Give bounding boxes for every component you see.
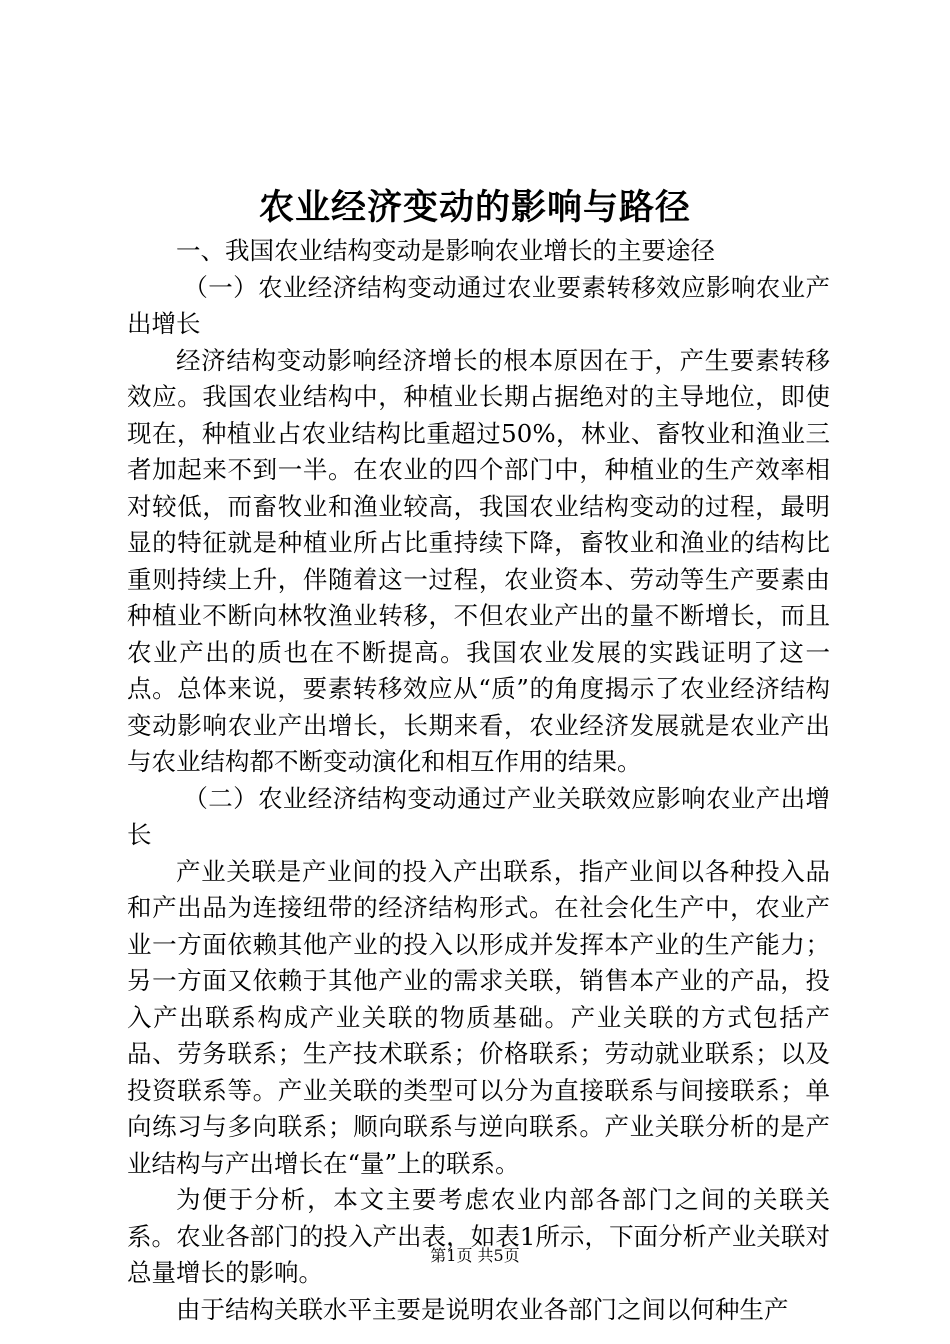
page-footer: 第1页 共5页 — [430, 1246, 520, 1265]
section-heading-1: 一、我国农业结构变动是影响农业增长的主要途径 — [176, 236, 715, 265]
subsection-heading-1: （一）农业经济结构变动通过农业要素转移效应影响农业产出增长 — [127, 272, 830, 338]
subsection-heading-2: （二）农业经济结构变动通过产业关联效应影响农业产出增长 — [127, 783, 830, 849]
document-title: 农业经济变动的影响与路径 — [258, 187, 691, 228]
document-body — [127, 233, 830, 1328]
body-paragraph: 产业关联是产业间的投入产出联系，指产业间以各种投入品和产出品为连接纽带的经济结构形式。在社会化生产中，农业产业一方面依赖其他产业的投入以形成并发挥本产业的生产能力；另一方面又依赖于其他产业的需求关联，销售本产业的产品，投入产出联系构成产业关联的物质基础。产业关联的方式包括产品、劳务联系；生产技术联系；价格联系；劳动就业联系；以及投资联系等。产业关联的类型可以分为直接联系与间接联系；单向练习与多向联系；顺向联系与逆向联系。产业关联分析的是产业结构与产出增长在“量”上的联系。 — [127, 856, 830, 1178]
body-paragraph: 为便于分析，本文主要考虑农业内部各部门之间的关联关系。农业各部门的投入产出表，如表1所示，下面分析产业关联对总量增长的影响。 — [127, 1185, 830, 1287]
body-paragraph: 经济结构变动影响经济增长的根本原因在于，产生要素转移效应。我国农业结构中，种植业长期占据绝对的主导地位，即使现在，种植业占农业结构比重超过50%，林业、畜牧业和渔业三者加起来不到一半。在农业的四个部门中，种植业的生产效率相对较低，而畜牧业和渔业较高，我国农业结构变动的过程，最明显的特征就是种植业所占比重持续下降，畜牧业和渔业的结构比重则持续上升，伴随着这一过程，农业资本、劳动等生产要素由种植业不断向林牧渔业转移，不但农业产出的量不断增长，而且农业产出的质也在不断提高。我国农业发展的实践证明了这一点。总体来说，要素转移效应从“质”的角度揭示了农业经济结构变动影响农业产出增长，长期来看，农业经济发展就是农业产出与农业结构都不断变动演化和相互作用的结果。 — [127, 345, 830, 776]
body-paragraph: 由于结构关联水平主要是说明农业各部门之间以何种生产 — [176, 1294, 789, 1324]
